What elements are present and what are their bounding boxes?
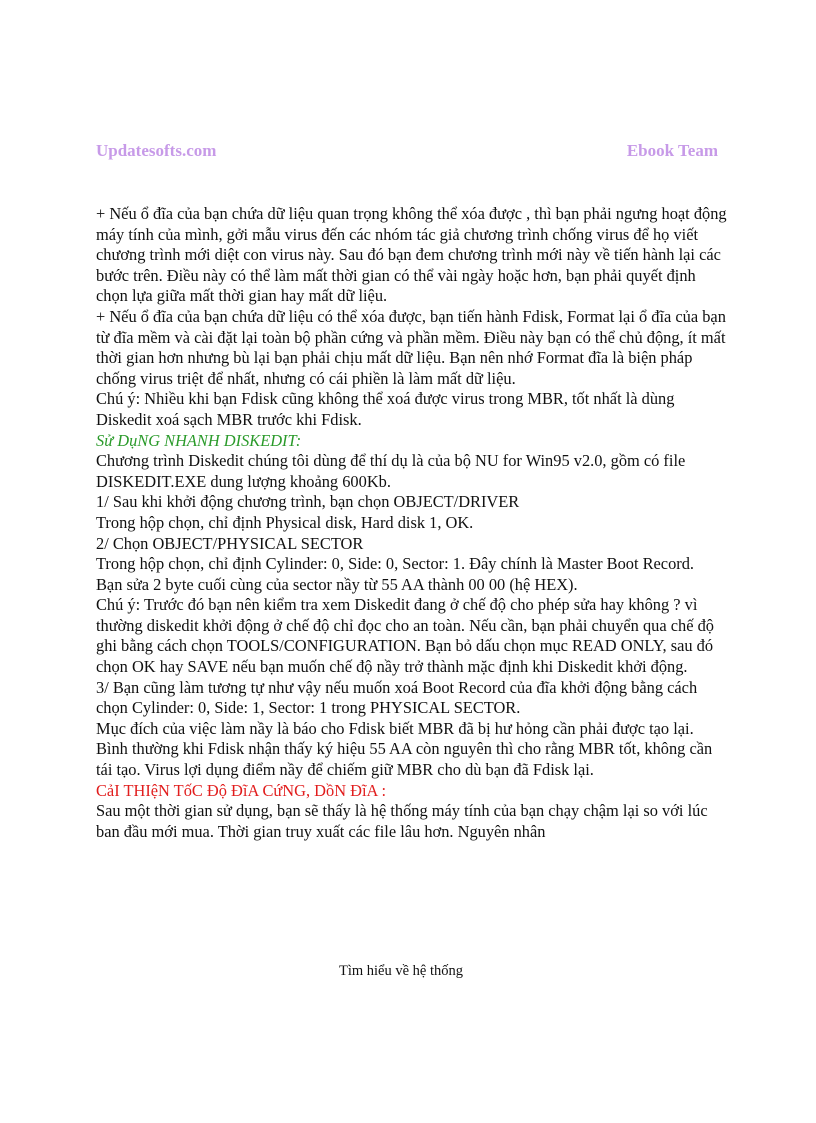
page-header <box>96 141 718 165</box>
step-2-edit: Bạn sửa 2 byte cuối cùng của sector nầy từ 55 AA thành 00 00 (hệ HEX). <box>96 574 578 594</box>
paragraph-note-readonly: Chú ý: Trước đó bạn nên kiểm tra xem Diskedit đang ở chế độ cho phép sửa hay không ? vì thường diskedit khởi động ở chế độ chỉ đọc cho an toàn. Nếu cần, bạn phải chuyển qua chế độ ghi bằng cách chọn TOOLS/CONFIGURATION. Bạn bỏ dấu chọn mục READ ONLY, sau đó chọn OK hay SAVE nếu bạn muốn chế độ nầy trở thành mặc định khi Diskedit khởi động. <box>96 595 714 677</box>
paragraph-disk-speed-intro: Sau một thời gian sử dụng, bạn sẽ thấy là hệ thống máy tính của bạn chạy chậm lại so với lúc ban đầu mới mua. Thời gian truy xuất các file lâu hơn. Nguyên nhân <box>96 801 708 841</box>
paragraph-important-data: + Nếu ổ đĩa của bạn chứa dữ liệu quan trọng không thể xóa được , thì bạn phải ngưng hoạt động máy tính của mình, gởi mẫu virus đến các nhóm tác giả chương trình chống virus để họ viết chương trình mới diệt con virus này. Sau đó bạn đem chương trình mới này về tiến hành lại các bước trên. Điều này có thể làm mất thời gian có thể vài ngày hoặc hơn, bạn phải quyết định chọn lựa giữa mất thời gian hay mất dữ liệu. <box>96 204 727 306</box>
step-2: 2/ Chọn OBJECT/PHYSICAL SECTOR <box>96 533 364 553</box>
paragraph-note-fdisk: Chú ý: Nhiều khi bạn Fdisk cũng không thể xoá được virus trong MBR, tốt nhất là dùng Diskedit xoá sạch MBR trước khi Fdisk. <box>96 389 675 429</box>
page-footer: Tìm hiểu về hệ thống <box>338 963 464 979</box>
paragraph-diskedit-intro: Chương trình Diskedit chúng tôi dùng để thí dụ là của bộ NU for Win95 v2.0, gồm có file DISKEDIT.EXE dung lượng khoảng 600Kb. <box>96 451 686 491</box>
document-body <box>96 204 728 842</box>
header-site-name: Updatesofts.com <box>96 141 217 160</box>
section-heading-disk-speed: CảI THIệN TốC Độ ĐĩA CứNG, DồN ĐĩA : <box>96 780 387 800</box>
step-1-detail: Trong hộp chọn, chỉ định Physical disk, Hard disk 1, OK. <box>96 512 474 532</box>
step-1: 1/ Sau khi khởi động chương trình, bạn chọn OBJECT/DRIVER <box>96 492 520 512</box>
step-3: 3/ Bạn cũng làm tương tự như vậy nếu muốn xoá Boot Record của đĩa khởi động bằng cách chọn Cylinder: 0, Side: 1, Sector: 1 trong PHYSICAL SECTOR. <box>96 677 698 718</box>
section-heading-diskedit: Sử DụNG NHANH DISKEDIT: <box>96 430 302 450</box>
step-2-detail: Trong hộp chọn, chỉ định Cylinder: 0, Side: 0, Sector: 1. Đây chính là Master Boot Record. <box>96 554 695 574</box>
header-team-name: Ebook Team <box>626 141 718 160</box>
paragraph-purpose: Mục đích của việc làm nầy là báo cho Fdisk biết MBR đã bị hư hỏng cần phải được tạo lại. Bình thường khi Fdisk nhận thấy ký hiệu 55 AA còn nguyên thì cho rằng MBR tốt, không cần tái tạo. Virus lợi dụng điểm nầy để chiếm giữ MBR cho dù bạn đã Fdisk lại. <box>96 718 713 780</box>
paragraph-erasable-data: + Nếu ổ đĩa của bạn chứa dữ liệu có thể xóa được, bạn tiến hành Fdisk, Format lại ổ đĩa của bạn từ đĩa mềm và cài đặt lại toàn bộ phần cứng và phần mềm. Điều này bạn có thể chủ động, ít mất thời gian hơn nhưng bù lại bạn phải chịu mất dữ liệu. Bạn nên nhớ Format đĩa là biện pháp chống virus triệt để nhất, nhưng có cái phiền là làm mất dữ liệu. <box>96 306 726 388</box>
